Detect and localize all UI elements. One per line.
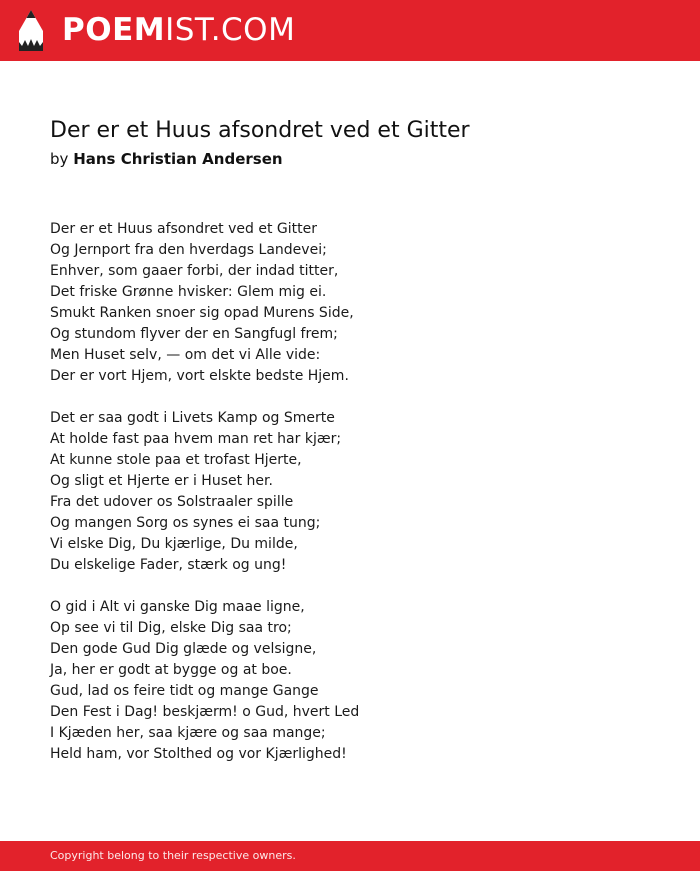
poem-line: Og mangen Sorg os synes ei saa tung; xyxy=(50,515,321,531)
poem-line: Fra det udover os Solstraaler spille xyxy=(50,494,294,510)
poem-line: Og Jernport fra den hverdags Landevei; xyxy=(50,242,327,258)
poem-line: Enhver, som gaaer forbi, der indad titter, xyxy=(50,263,339,279)
poem-line: Op see vi til Dig, elske Dig saa tro; xyxy=(50,620,292,636)
poem-line: O gid i Alt vi ganske Dig maae ligne, xyxy=(50,599,305,615)
poem-line: Men Huset selv, — om det vi Alle vide: xyxy=(50,347,321,363)
brand-name-light: IST.COM xyxy=(165,12,296,48)
poem-line: At holde fast paa hvem man ret har kjær; xyxy=(50,431,342,447)
poem-line: Gud, lad os feire tidt og mange Gange xyxy=(50,683,319,699)
poem-line: Den gode Gud Dig glæde og velsigne, xyxy=(50,641,317,657)
by-label: by xyxy=(50,150,69,168)
poem-line: Ja, her er godt at bygge og at boe. xyxy=(50,662,292,678)
poem-line: Og stundom flyver der en Sangfugl frem; xyxy=(50,326,338,342)
poem-line: Det friske Grønne hvisker: Glem mig ei. xyxy=(50,284,327,300)
poem-line: Smukt Ranken snoer sig opad Murens Side, xyxy=(50,305,354,321)
byline xyxy=(50,149,283,169)
pencil-icon[interactable] xyxy=(18,9,44,52)
poem-title: Der er et Huus afsondret ved et Gitter xyxy=(50,118,470,143)
poem-line: Der er et Huus afsondret ved et Gitter xyxy=(50,221,317,237)
site-footer xyxy=(0,841,700,871)
stanza xyxy=(50,408,650,576)
stanza xyxy=(50,597,650,765)
poem-line: Og sligt et Hjerte er i Huset her. xyxy=(50,473,273,489)
poem-line: Det er saa godt i Livets Kamp og Smerte xyxy=(50,410,335,426)
poem-line: Den Fest i Dag! beskjærm! o Gud, hvert Led xyxy=(50,704,360,720)
poem-line: At kunne stole paa et trofast Hjerte, xyxy=(50,452,302,468)
poem-line: Held ham, vor Stolthed og vor Kjærlighed! xyxy=(50,746,347,762)
poem-body xyxy=(50,219,650,786)
brand-name-bold: POEM xyxy=(62,12,166,48)
site-header xyxy=(0,0,700,61)
poem-line: Du elskelige Fader, stærk og ung! xyxy=(50,557,287,573)
author-name: Hans Christian Andersen xyxy=(73,150,283,168)
site-logo[interactable] xyxy=(62,12,295,48)
poem-line: I Kjæden her, saa kjære og saa mange; xyxy=(50,725,326,741)
copyright-notice: Copyright belong to their respective owners. xyxy=(50,849,296,862)
poem-line: Vi elske Dig, Du kjærlige, Du milde, xyxy=(50,536,298,552)
stanza xyxy=(50,219,650,387)
poem-line: Der er vort Hjem, vort elskte bedste Hjem. xyxy=(50,368,349,384)
